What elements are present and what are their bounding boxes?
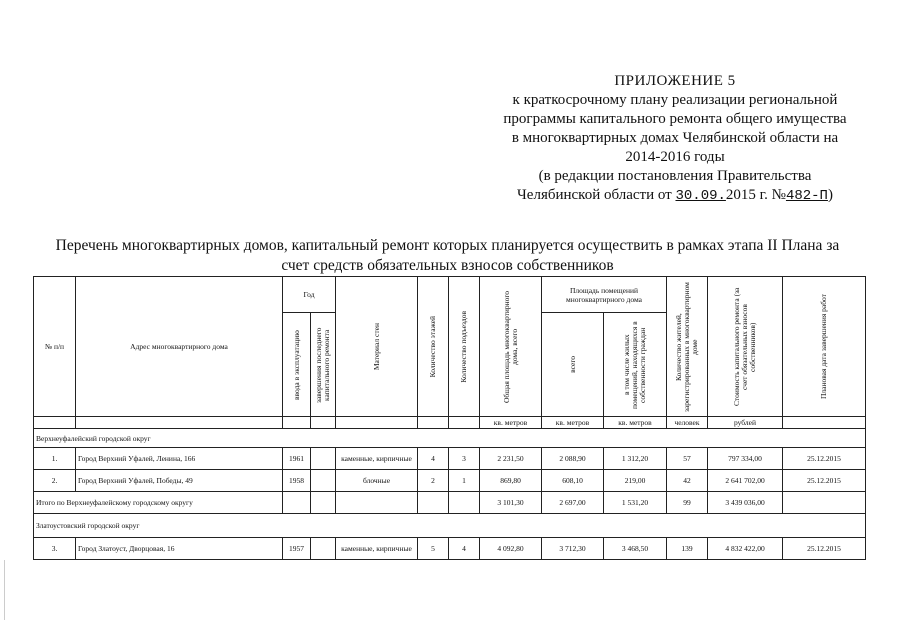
total-residents: 99	[667, 492, 708, 514]
appendix-line: в многоквартирных домах Челябинской области на	[511, 130, 839, 146]
unit-cost: рублей	[708, 417, 783, 429]
header-address: Адрес многоквартирного дома	[76, 277, 283, 417]
total-cost: 3 439 036,00	[708, 492, 783, 514]
header-year-last-repair-text: завершения последнего капитального ремонта	[314, 326, 331, 403]
header-residents-text: Количество жителей, зарегистрированных в многоквартирном доме	[674, 281, 699, 412]
appendix-line: к краткосрочному плану реализации региональной	[512, 92, 838, 108]
cell-total-area: 2 231,50	[480, 448, 542, 470]
cell-year: 1961	[283, 448, 311, 470]
cell-material: каменные, кирпичные	[336, 538, 418, 560]
header-year-commission	[283, 313, 311, 417]
header-premises-residential	[604, 313, 667, 417]
cell-entrances: 1	[449, 470, 480, 492]
appendix-title: ПРИЛОЖЕНИЕ 5	[614, 73, 736, 89]
header-entrances	[449, 277, 480, 417]
cell-total-area: 869,80	[480, 470, 542, 492]
total-label: Итого по Верхнеуфалейскому городскому округу	[34, 492, 283, 514]
header-year-last-repair	[311, 313, 336, 417]
cell-entrances: 3	[449, 448, 480, 470]
header-entrances-text: Количество подъездов	[459, 310, 468, 383]
cell-residents: 57	[667, 448, 708, 470]
heading-line: Перечень многоквартирных домов, капитальный ремонт которых планируется осуществить в рамках этапа II Плана за	[55, 237, 840, 254]
cell-last-repair	[311, 538, 336, 560]
header-deadline-text: Плановая дата завершения работ	[819, 293, 828, 400]
cell-address: Город Верхний Уфалей, Ленина, 166	[76, 448, 283, 470]
houses-table	[33, 276, 866, 560]
section-title: Златоустовский городской округ	[34, 514, 866, 538]
header-wall-material-text: Материал стен	[371, 322, 381, 371]
cell-premises-total: 608,10	[542, 470, 604, 492]
cell-year: 1957	[283, 538, 311, 560]
section-title: Верхнеуфалейский городской округ	[34, 429, 866, 448]
decree-date: 30.09.	[675, 188, 726, 204]
header-wall-material	[336, 277, 418, 417]
cell-premises-residential: 219,00	[604, 470, 667, 492]
header-total-area	[480, 277, 542, 417]
table-row	[34, 470, 866, 492]
cell-cost: 2 641 702,00	[708, 470, 783, 492]
cell-premises-total: 3 712,30	[542, 538, 604, 560]
cell-num: 3.	[34, 538, 76, 560]
cell-last-repair	[311, 448, 336, 470]
header-deadline	[783, 277, 866, 417]
unit-premises-total: кв. метров	[542, 417, 604, 429]
cell-deadline: 25.12.2015	[783, 470, 866, 492]
cell-total-area: 4 092,80	[480, 538, 542, 560]
header-num: № п/п	[34, 277, 76, 417]
cell-num: 2.	[34, 470, 76, 492]
header-residents	[667, 277, 708, 417]
header-year-commission-text: ввода в эксплуатацию	[291, 329, 301, 400]
cell-floors: 5	[418, 538, 449, 560]
units-row	[34, 417, 866, 429]
decree-year: 2015 г. №	[725, 187, 786, 203]
total-premises-residential: 1 531,20	[604, 492, 667, 514]
cell-premises-residential: 1 312,20	[604, 448, 667, 470]
header-premises-residential-text: в том числе жилых помещений, находящихся в собственности граждан	[622, 320, 647, 409]
cell-address: Город Златоуст, Дворцовая, 16	[76, 538, 283, 560]
cell-residents: 42	[667, 470, 708, 492]
section-row	[34, 514, 866, 538]
cell-cost: 797 334,00	[708, 448, 783, 470]
header-premises-total	[542, 313, 604, 417]
appendix-line: (в редакции постановления Правительства	[538, 168, 812, 184]
cell-num: 1.	[34, 448, 76, 470]
appendix-line: программы капитального ремонта общего имущества	[503, 111, 847, 127]
cell-residents: 139	[667, 538, 708, 560]
cell-material: блочные	[336, 470, 418, 492]
cell-entrances: 4	[449, 538, 480, 560]
table-row	[34, 538, 866, 560]
header-total-area-text: Общая площадь многоквартирного дома, всего	[501, 290, 519, 403]
unit-total-area: кв. метров	[480, 417, 542, 429]
cell-floors: 2	[418, 470, 449, 492]
unit-premises-residential: кв. метров	[604, 417, 667, 429]
appendix-line	[475, 186, 875, 206]
cell-deadline: 25.12.2015	[783, 448, 866, 470]
cell-year: 1958	[283, 470, 311, 492]
total-premises-total: 2 697,00	[542, 492, 604, 514]
closing-paren: )	[827, 187, 833, 203]
decree-number: 482-П	[785, 188, 828, 204]
appendix-block	[475, 72, 875, 206]
cell-premises-total: 2 088,90	[542, 448, 604, 470]
cell-address: Город Верхний Уфалей, Победы, 49	[76, 470, 283, 492]
header-cost	[708, 277, 783, 417]
cell-premises-residential: 3 468,50	[604, 538, 667, 560]
scan-edge-mark	[4, 560, 5, 620]
header-premises-area: Площадь помещений многоквартирного дома	[542, 277, 667, 313]
appendix-line-prefix: Челябинской области от	[517, 187, 672, 203]
total-row	[34, 492, 866, 514]
cell-cost: 4 832 422,00	[708, 538, 783, 560]
unit-residents: человек	[667, 417, 708, 429]
table-row	[34, 448, 866, 470]
cell-last-repair	[311, 470, 336, 492]
total-area: 3 101,30	[480, 492, 542, 514]
header-year: Год	[283, 277, 336, 313]
cell-deadline: 25.12.2015	[783, 538, 866, 560]
header-floors	[418, 277, 449, 417]
cell-material: каменные, кирпичные	[336, 448, 418, 470]
header-floors-text: Количество этажей	[428, 315, 437, 378]
document-heading	[30, 236, 865, 276]
cell-floors: 4	[418, 448, 449, 470]
header-cost-text: Стоимость капитального ремонта (за счет обязательных взносов собственников)	[732, 287, 757, 406]
appendix-line: 2014-2016 годы	[625, 149, 725, 165]
section-row	[34, 429, 866, 448]
header-premises-total-text: всего	[567, 356, 577, 373]
heading-line: счет средств обязательных взносов собственников	[281, 257, 614, 274]
